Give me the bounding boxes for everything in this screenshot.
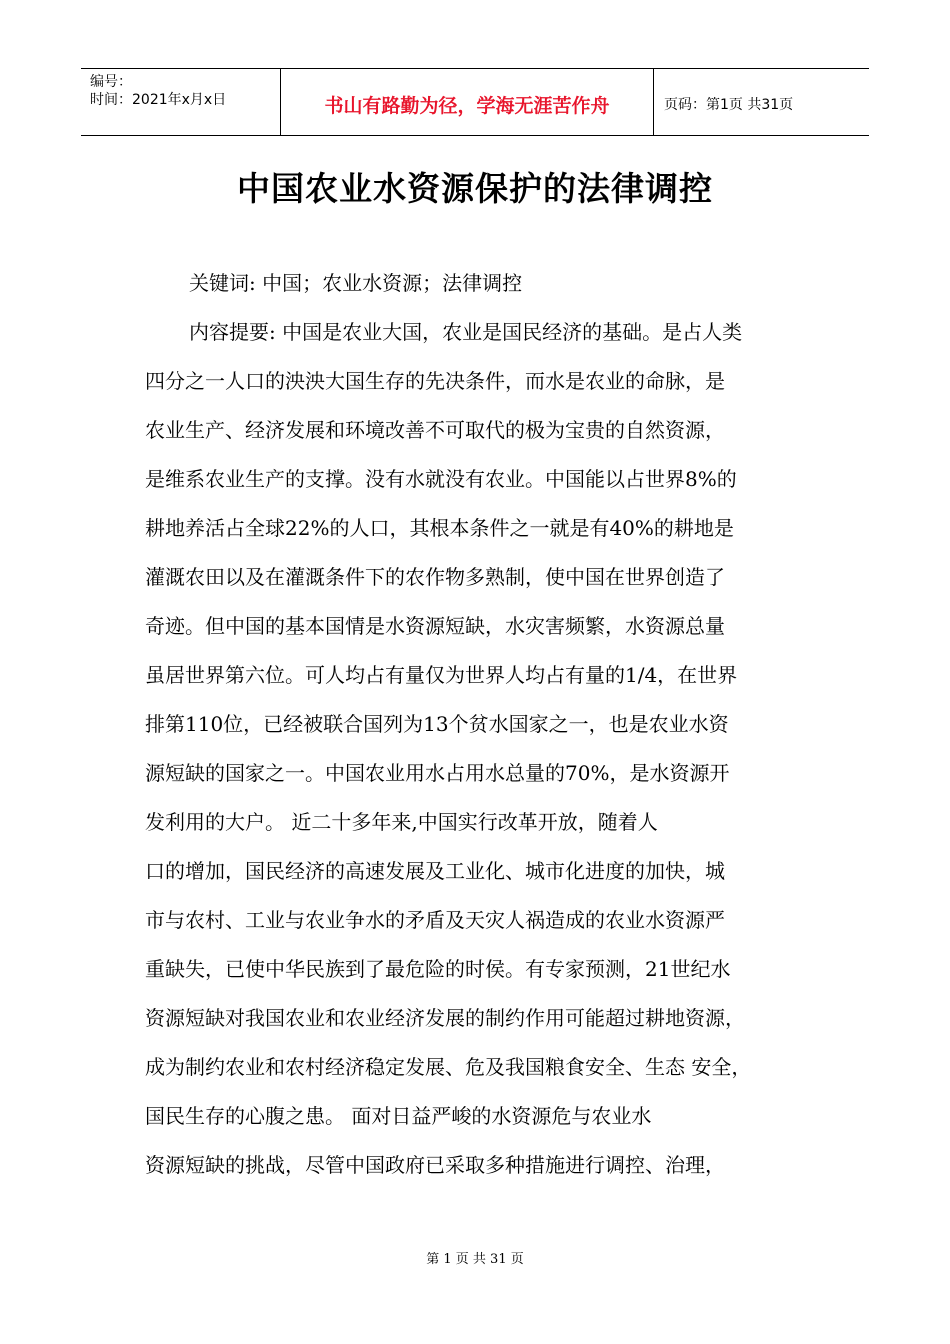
page-footer: 第 1 页 共 31 页 bbox=[426, 1252, 524, 1267]
body-line: 重缺失，已使中华民族到了最危险的时侯。有专家预测，21世纪水 bbox=[145, 957, 731, 981]
body-line: 口的增加，国民经济的高速发展及工业化、城市化进度的加快，城 bbox=[145, 859, 725, 883]
body-line: 四分之一人口的泱泱大国生存的先决条件，而水是农业的命脉，是 bbox=[145, 369, 725, 393]
body-line: 奇迹。但中国的基本国情是水资源短缺，水灾害频繁，水资源总量 bbox=[145, 614, 725, 638]
body-line: 农业生产、经济发展和环境改善不可取代的极为宝贵的自然资源， bbox=[145, 418, 725, 442]
body-line: 市与农村、工业与农业争水的矛盾及天灾人祸造成的农业水资源严 bbox=[145, 908, 725, 932]
body-line: 成为制约农业和农村经济稳定发展、危及我国粮食安全、生态 安全， bbox=[145, 1055, 752, 1079]
body-line: 虽居世界第六位。可人均占有量仅为世界人均占有量的1/4，在世界 bbox=[145, 663, 738, 687]
keywords-line: 关键词: 中国；农业水资源；法律调控 bbox=[189, 271, 523, 295]
motto-text: 书山有路勤为径，学海无涯苦作舟 bbox=[324, 95, 610, 117]
body-line: 源短缺的国家之一。中国农业用水占用水总量的70%，是水资源开 bbox=[145, 761, 730, 785]
number-label: 编号： bbox=[90, 74, 132, 90]
body-line: 发利用的大户。 近二十多年来,中国实行改革开放，随着人 bbox=[145, 810, 658, 834]
header-motto-cell bbox=[281, 69, 654, 135]
keywords-paragraph bbox=[145, 259, 835, 308]
date-label: 时间：2021年x月x日 bbox=[90, 92, 227, 108]
body-line: 耕地养活占全球22%的人口，其根本条件之一就是有40%的耕地是 bbox=[145, 516, 734, 540]
body-line: 是维系农业生产的支撑。没有水就没有农业。中国能以占世界8%的 bbox=[145, 467, 737, 491]
body-text bbox=[145, 308, 835, 1190]
document-header bbox=[81, 68, 869, 136]
body-line: 国民生存的心腹之患。 面对日益严峻的水资源危与农业水 bbox=[145, 1104, 652, 1128]
body-line: 资源短缺对我国农业和农业经济发展的制约作用可能超过耕地资源， bbox=[145, 1006, 745, 1030]
document-title: 中国农业水资源保护的法律调控 bbox=[237, 169, 713, 208]
body-line: 排第110位，已经被联合国列为13个贫水国家之一，也是农业水资 bbox=[145, 712, 729, 736]
header-info-cell bbox=[81, 69, 281, 135]
body-line: 灌溉农田以及在灌溉条件下的农作物多熟制，使中国在世界创造了 bbox=[145, 565, 725, 589]
page-info: 页码：第1页 共31页 bbox=[664, 97, 794, 113]
header-page-cell bbox=[654, 69, 869, 135]
body-line: 资源短缺的挑战，尽管中国政府已采取多种措施进行调控、治理， bbox=[145, 1153, 725, 1177]
body-line: 内容提要: 中国是农业大国，农业是国民经济的基础。是占人类 bbox=[189, 320, 743, 344]
